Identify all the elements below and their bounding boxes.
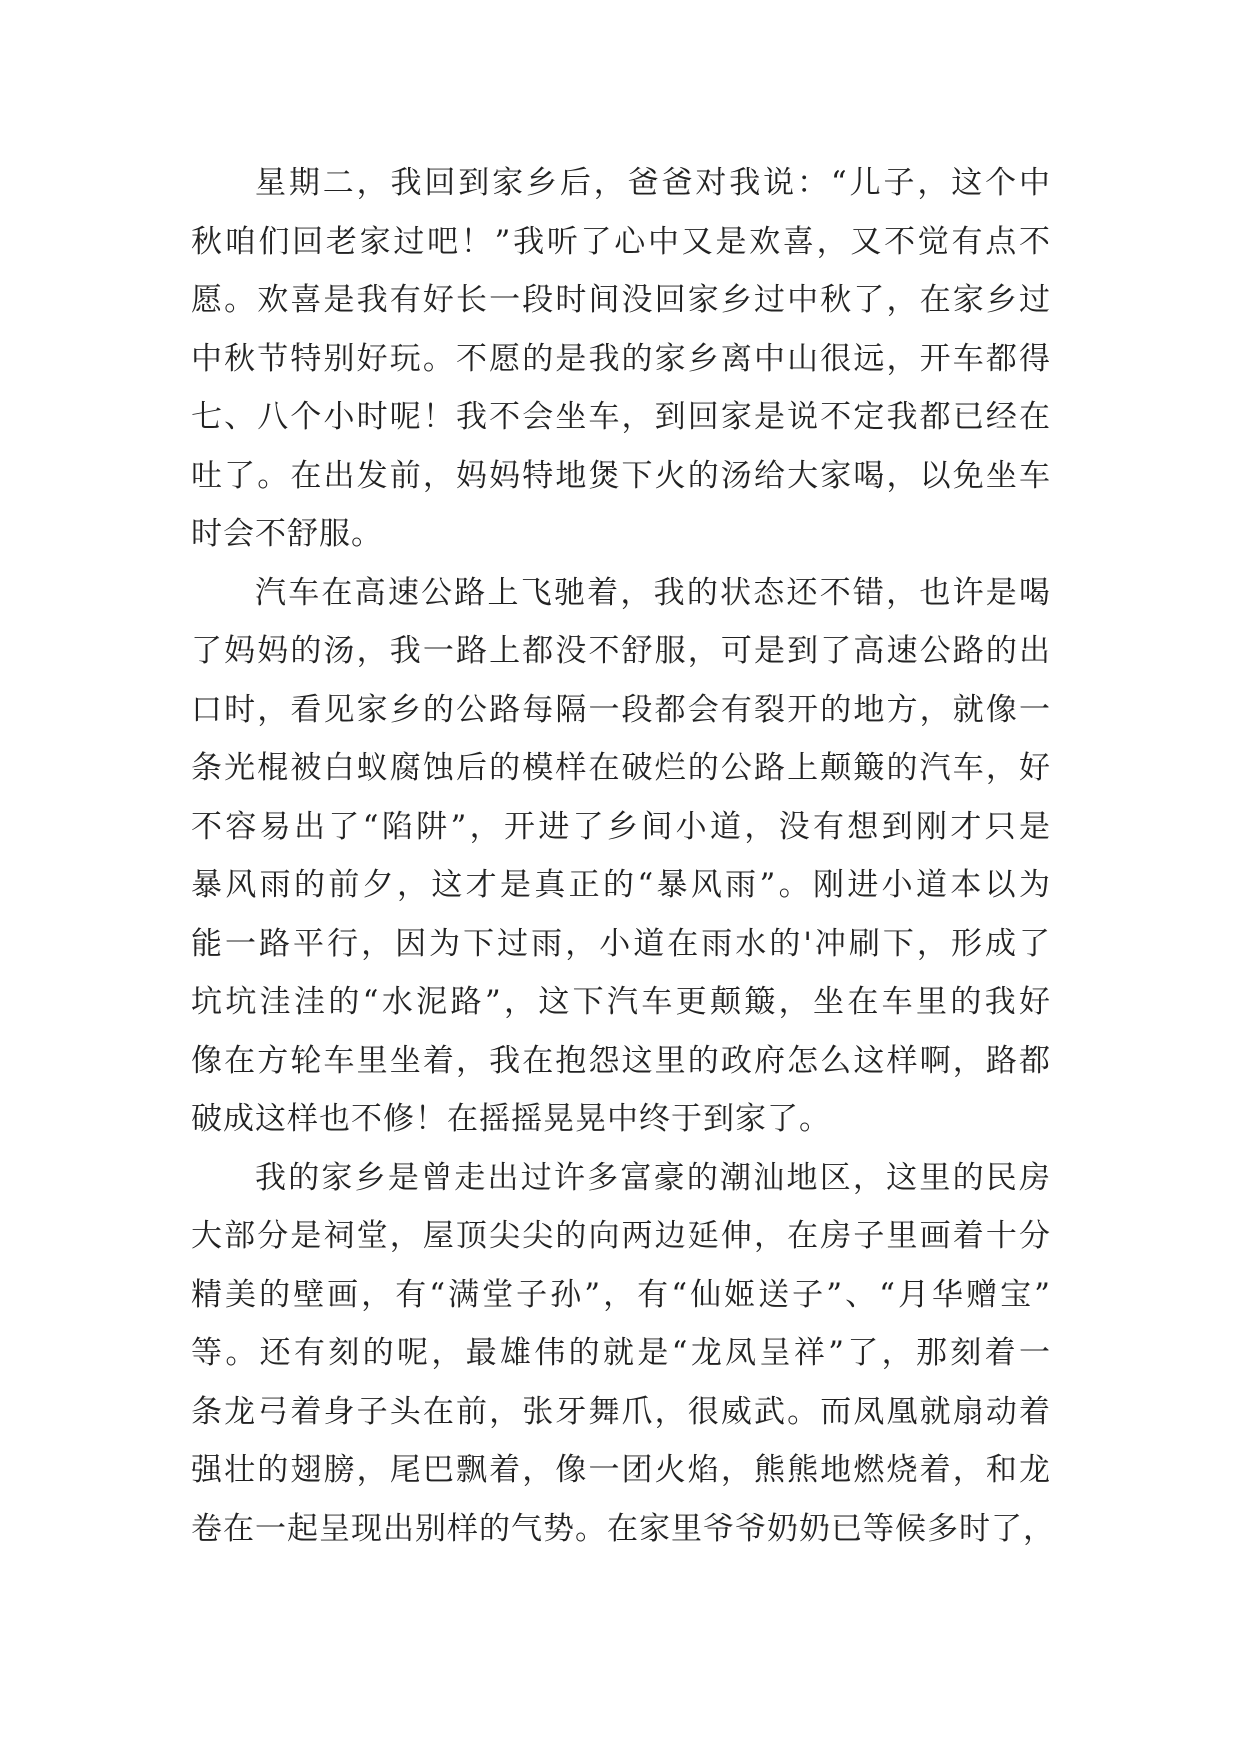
document-body — [191, 154, 1055, 1558]
text-line: 像在方轮车里坐着，我在抱怨这里的政府怎么这样啊，路都 — [191, 1042, 1051, 1079]
text-line: 能一路平行，因为下过雨，小道在雨水的'冲刷下，形成了 — [191, 925, 1051, 962]
text-line: 不容易出了“陷阱”，开进了乡间小道，没有想到刚才只是 — [191, 808, 1051, 845]
text-line: 我的家乡是曾走出过许多富豪的潮汕地区，这里的民房 — [255, 1159, 1051, 1196]
text-line: 了妈妈的汤，我一路上都没不舒服，可是到了高速公路的出 — [191, 633, 1051, 669]
text-line: 口时，看见家乡的公路每隔一段都会有裂开的地方，就像一 — [191, 691, 1051, 728]
text-line: 愿。欢喜是我有好长一段时间没回家乡过中秋了，在家乡过 — [191, 282, 1051, 318]
text-line: 大部分是祠堂，屋顶尖尖的向两边延伸，在房子里画着十分 — [191, 1218, 1051, 1254]
text-line: 条龙弓着身子头在前，张牙舞爪，很威武。而凤凰就扇动着 — [191, 1393, 1051, 1430]
text-line: 汽车在高速公路上飞驰着，我的状态还不错，也许是喝 — [255, 574, 1051, 611]
text-line: 等。还有刻的呢，最雄伟的就是“龙凤呈祥”了，那刻着一 — [191, 1335, 1051, 1371]
text-line: 坑坑洼洼的“水泥路”，这下汽车更颠簸，坐在车里的我好 — [191, 984, 1051, 1020]
text-line: 暴风雨的前夕，这才是真正的“暴风雨”。刚进小道本以为 — [191, 867, 1051, 903]
text-line: 吐了。在出发前，妈妈特地煲下火的汤给大家喝，以免坐车 — [191, 457, 1051, 494]
text-line: 时会不舒服。 — [191, 516, 383, 552]
text-line: 中秋节特别好玩。不愿的是我的家乡离中山很远，开车都得 — [191, 340, 1051, 377]
text-line: 秋咱们回老家过吧！”我听了心中又是欢喜，又不觉有点不 — [191, 223, 1051, 260]
text-line: 卷在一起呈现出别样的气势。在家里爷爷奶奶已等候多时了， — [191, 1510, 1055, 1547]
paragraph-2 — [191, 564, 1051, 1149]
text-line: 七、八个小时呢！我不会坐车，到回家是说不定我都已经在 — [191, 399, 1051, 435]
paragraph-1 — [191, 154, 1051, 564]
text-line: 破成这样也不修！在摇摇晃晃中终于到家了。 — [191, 1101, 831, 1137]
text-line: 精美的壁画，有“满堂子孙”，有“仙姬送子”、“月华赠宝” — [191, 1276, 1051, 1313]
text-line: 强壮的翅膀，尾巴飘着，像一团火焰，熊熊地燃烧着，和龙 — [191, 1452, 1051, 1488]
text-line: 条光棍被白蚁腐蚀后的模样在破烂的公路上颠簸的汽车，好 — [191, 750, 1051, 786]
paragraph-3 — [191, 1149, 1055, 1559]
text-line: 星期二，我回到家乡后，爸爸对我说：“儿子，这个中 — [255, 165, 1051, 201]
